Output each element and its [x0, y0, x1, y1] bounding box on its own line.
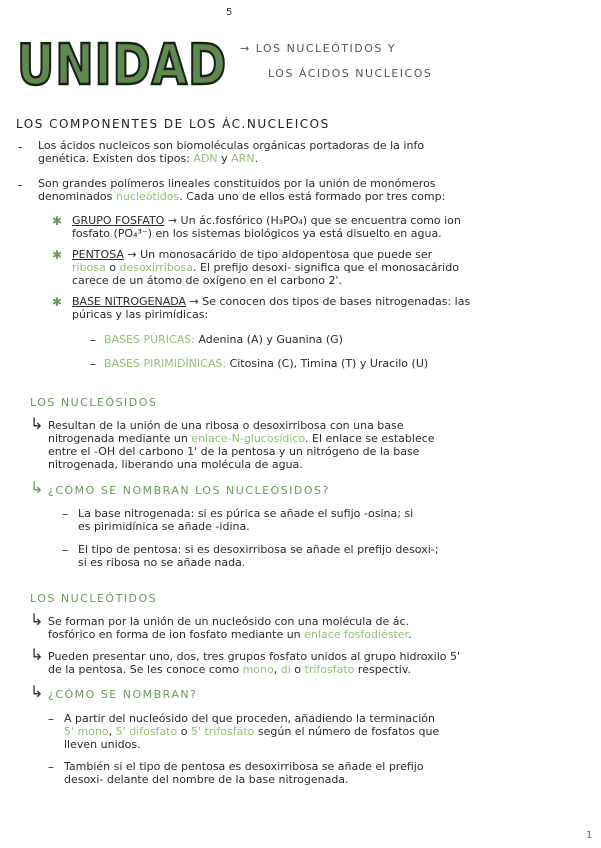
curved-arrow-icon: ↳ [30, 682, 44, 701]
unit-title-text: UNIDAD [17, 33, 227, 98]
nucleotidos-q1-line1: A partir del nucleósido del que proceden, añadiendo la terminación [64, 712, 435, 725]
subtitle-arrow: → [240, 42, 251, 55]
nucleotidos-q1-line3: lleven unidos. [64, 738, 141, 751]
dash-bullet: - [18, 140, 23, 154]
nucleosidos-question-heading: ¿CÓMO SE NOMBRAN LOS NUCLEÓSIDOS? [48, 484, 330, 497]
text-span: Citosina (C), Timina (T) y Uracilo (U) [226, 357, 429, 370]
text-span: según el número de fosfatos que [254, 725, 440, 738]
subtitle-line2: LOS ÁCIDOS NUCLEICOS [268, 67, 433, 80]
pentosa-line2 [72, 262, 459, 274]
base-nitrogenada-line1 [72, 296, 470, 308]
text-span: , [108, 725, 116, 738]
text-span: nitrogenada mediante un [48, 432, 192, 445]
nucleosidos-p1-line3: entre el -OH del carbono 1' de la pentosa y un nitrógeno de la base [48, 445, 420, 458]
text-span: . El enlace se establece [305, 432, 435, 445]
text-span: , [273, 663, 281, 676]
text-span: . Cada uno de ellos está formado por tres comp: [179, 190, 446, 203]
nucleotidos-q2-line2: desoxi- delante del nombre de la base nitrogenada. [64, 773, 349, 786]
nucleotidos-p2-line2 [48, 664, 411, 676]
text-span: y [217, 152, 232, 165]
base-nitrogenada-line2: púricas y las pirimídicas: [72, 308, 209, 321]
text-span: . [408, 628, 412, 641]
enlace-fosfodiester-term: enlace fosfodiéster [304, 628, 409, 641]
text-span: Adenina (A) y Guanina (G) [194, 333, 343, 346]
grupo-fosfato-line1 [72, 215, 461, 227]
text-span: de la pentosa. Se les conoce como [48, 663, 243, 676]
nucleotidos-p2-line1: Pueden presentar uno, dos, tres grupos fosfato unidos al grupo hidroxilo 5' [48, 650, 461, 663]
components-bullet2-line1: Son grandes polímeros lineales constituidos por la unión de monómeros [38, 177, 436, 190]
arn-term: ARN [231, 152, 255, 165]
curved-arrow-icon: ↳ [30, 610, 44, 629]
nucleotidos-heading: LOS NUCLEÓTIDOS [30, 592, 158, 605]
bases-pirimidinicas-line [104, 358, 428, 370]
nucleotidos-q1-line2 [64, 726, 439, 738]
nucleotidos-p1-line2 [48, 629, 412, 641]
trifosfato-term: trifosfato [304, 663, 355, 676]
star-bullet-icon: ✱ [52, 248, 63, 262]
sub-dash: – [48, 712, 54, 726]
nucleotidos-question-heading: ¿CÓMO SE NOMBRAN? [48, 688, 198, 701]
star-bullet-icon: ✱ [52, 295, 63, 309]
di-term: di [280, 663, 291, 676]
text-span: fosfórico en forma de ion fosfato mediante un [48, 628, 305, 641]
star-bullet-icon: ✱ [52, 214, 63, 228]
text-span: . [254, 152, 259, 165]
nucleosidos-q2-line1: El tipo de pentosa: si es desoxirribosa se añade el prefijo desoxi-; [78, 543, 439, 556]
5-difosfato-term: 5' difosfato [115, 725, 178, 738]
sub-dash: – [62, 507, 68, 521]
grupo-fosfato-label: GRUPO FOSFATO [72, 214, 165, 227]
text-span: o [177, 725, 191, 738]
nucleotidos-q2-line1: También si el tipo de pentosa es desoxirribosa se añade el prefijo [64, 760, 424, 773]
text-span: o [105, 261, 120, 274]
mono-term: mono [242, 663, 274, 676]
nucleosidos-q1-line1: La base nitrogenada: si es púrica se añade el sufijo -osina; si [78, 507, 414, 520]
nucleotidos-term: nucleótidos [115, 190, 180, 203]
bases-puricas-label: BASES PÚRICAS: [104, 333, 195, 346]
dash-bullet: - [18, 178, 23, 192]
components-bullet1-line2 [38, 153, 258, 165]
unit-number: 5 [226, 7, 233, 18]
text-span: → Un monosacárido de tipo aldopentosa que puede ser [127, 248, 433, 261]
sub-dash: – [90, 333, 96, 347]
text-span: denominados [38, 190, 116, 203]
pentosa-line3: carece de un átomo de oxígeno en el carbono 2'. [72, 274, 343, 287]
sub-dash: – [48, 760, 54, 774]
pentosa-label: PENTOSA [72, 248, 124, 261]
components-bullet1-line1: Los ácidos nucleicos son biomoléculas orgánicas portadoras de la info [38, 139, 425, 152]
unit-title [14, 6, 234, 98]
text-span: → Se conocen dos tipos de bases nitrogenadas: las [189, 295, 471, 308]
nucleosidos-heading: LOS NUCLEÓSIDOS [30, 396, 158, 409]
text-span: . El prefijo desoxi- significa que el monosacárido [193, 261, 459, 274]
curved-arrow-icon: ↳ [30, 645, 44, 664]
sub-dash: – [62, 543, 68, 557]
nucleotidos-p1-line1: Se forman por la unión de un nucleósido con una molécula de ác. [48, 615, 410, 628]
bases-puricas-line [104, 334, 343, 346]
text-span: → Un ác.fosfórico (H₃PO₄) que se encuentra como ion [167, 214, 461, 227]
text-span: o [290, 663, 305, 676]
nucleosidos-q2-line2: si es ribosa no se añade nada. [78, 556, 246, 569]
subtitle-line1-text: LOS NUCLEÓTIDOS Y [255, 42, 397, 55]
nucleosidos-p1-line4: nitrogenada, liberando una molécula de agua. [48, 458, 303, 471]
adn-term: ADN [193, 152, 218, 165]
desoxirribosa-term: desoxirribosa [119, 261, 194, 274]
base-nitrogenada-label: BASE NITROGENADA [72, 295, 187, 308]
page-number: 1 [586, 830, 593, 841]
components-heading: LOS COMPONENTES DE LOS ÁC.NUCLEICOS [16, 117, 330, 131]
text-span: genética. Existen dos tipos: [38, 152, 194, 165]
components-bullet2-line2 [38, 191, 445, 203]
5-mono-term: 5' mono [64, 725, 109, 738]
grupo-fosfato-line2: fosfato (PO₄³⁻) en los sistemas biológicos ya está disuelto en agua. [72, 227, 442, 240]
ribosa-term: ribosa [72, 261, 106, 274]
enlace-n-glucosidico-term: enlace-N-glucosídico [191, 432, 306, 445]
subtitle-line1 [240, 42, 396, 55]
nucleosidos-p1-line1: Resultan de la unión de una ribosa o desoxirribosa con una base [48, 419, 404, 432]
pentosa-line1 [72, 249, 432, 261]
bases-pirimidinicas-label: BASES PIRIMIDÍNICAS: [104, 357, 227, 370]
sub-dash: – [90, 357, 96, 371]
curved-arrow-icon: ↳ [30, 414, 44, 433]
curved-arrow-icon: ↳ [30, 478, 44, 497]
nucleosidos-q1-line2: es pirimidínica se añade -idina. [78, 520, 250, 533]
text-span: respectiv. [354, 663, 412, 676]
nucleosidos-p1-line2 [48, 433, 435, 445]
5-trifosfato-term: 5' trifosfato [190, 725, 255, 738]
